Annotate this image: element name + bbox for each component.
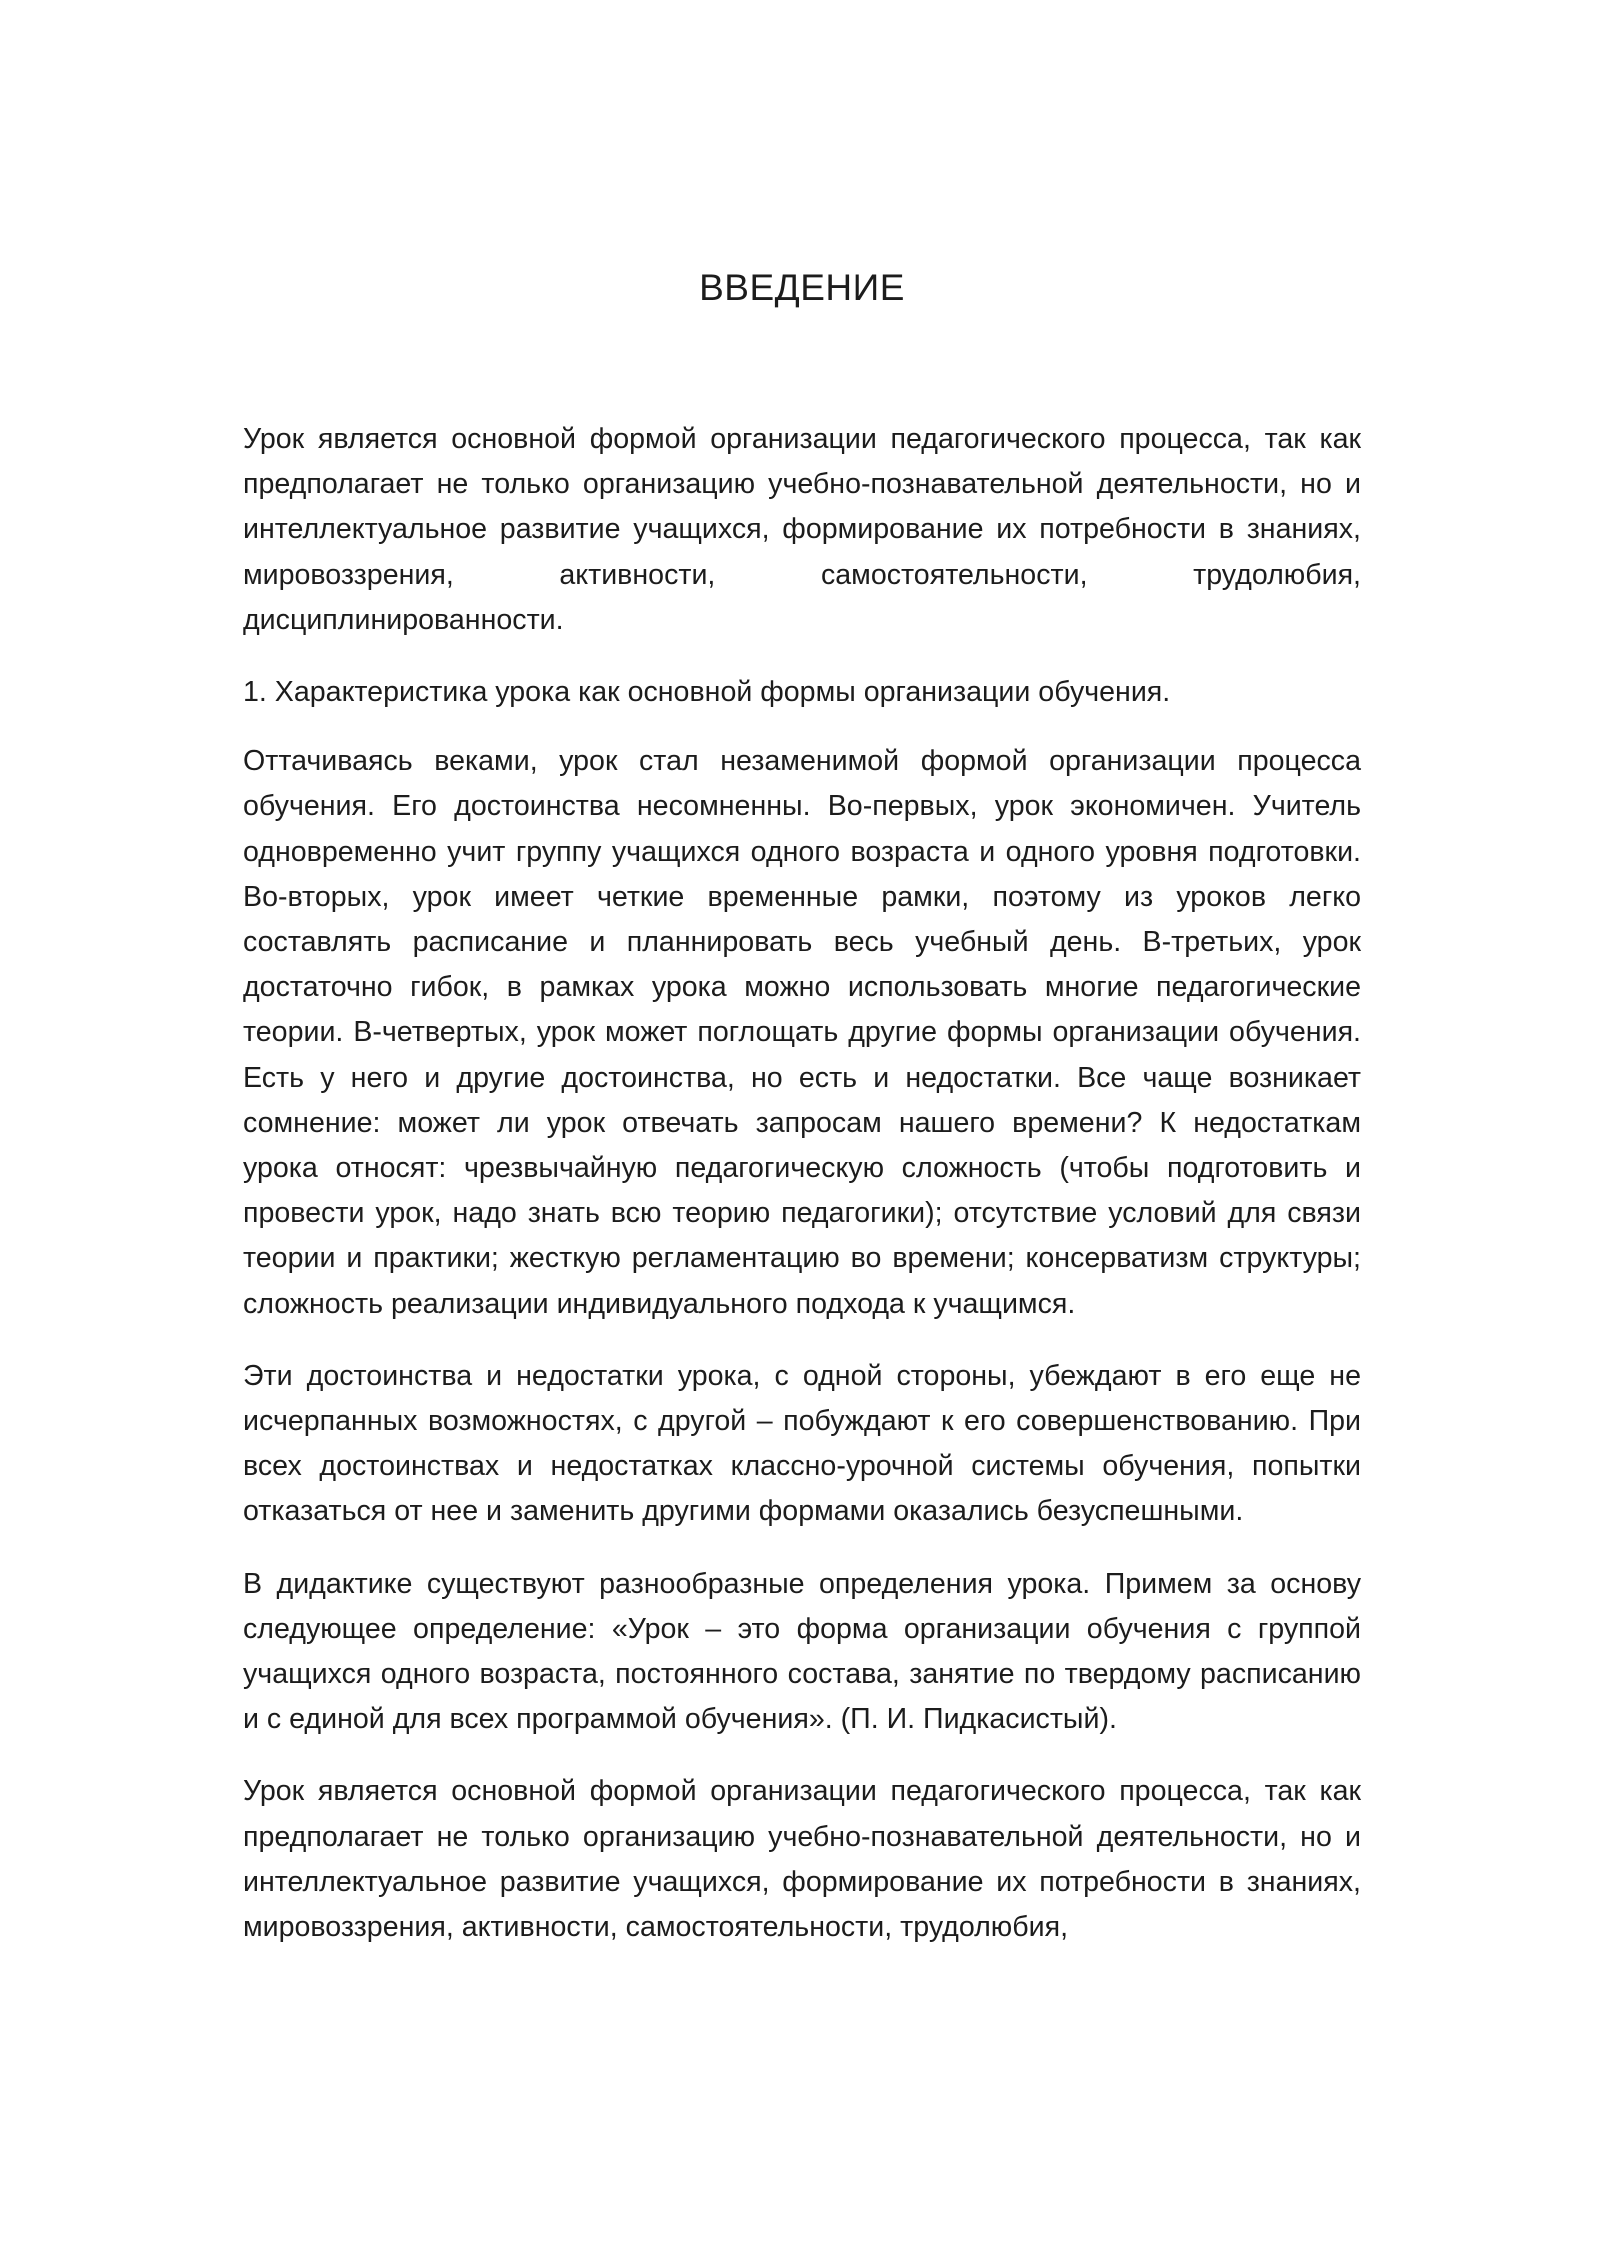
paragraph-lesson-merits: Оттачиваясь веками, урок стал незаменимой формой организации процесса обучения. Его достоинства несомненны. Во-первых, урок экономичен. Учитель одновременно учит группу учащихся одного возраста и одного уровня подготовки. Во-вторых, урок имеет четкие временные рамки, поэтому из уроков легко составлять расписание и планнировать весь учебный день. В-третьих, урок достаточно гибок, в рамках урока можно использовать многие педагогические теории. В-четвертых, урок может поглощать другие формы организации обучения. Есть у него и другие достоинства, но есть и недостатки. Все чаще возникает сомнение: может ли урок отвечать запросам нашего времени? К недостаткам урока относят: чрезвычайную педагогическую сложность (чтобы подготовить и провести урок, надо знать всю теорию педагогики); отсутствие условий для связи теории и практики; жесткую регламентацию во времени; консерватизм структуры; сложность реализации индивидуального подхода к учащимся.: [243, 745, 1361, 1320]
page-title: ВВЕДЕНИЕ: [699, 267, 905, 308]
paragraph-repeat-intro: Урок является основной формой организации педагогического процесса, так как предполагает не только организацию учебно-познавательной деятельности, но и интеллектуальное развитие учащихся, формирование их потребности в знаниях, мировоззрения, активности, самостоятельности, трудолюбия,: [243, 1775, 1361, 1944]
paragraph-definition: В дидактике существуют разнообразные определения урока. Примем за основу следующее определение: «Урок – это форма организации обучения с группой учащихся одного возраста, постоянного состава, занятие по твердому расписанию и с единой для всех программой обучения». (П. И. Пидкасистый).: [243, 1567, 1361, 1736]
document-body: [243, 417, 1361, 1977]
paragraph-merits-drawbacks: Эти достоинства и недостатки урока, с одной стороны, убеждают в его еще не исчерпанных возможностях, с другой – побуждают к его совершенствованию. При всех достоинствах и недостатках классно-урочной системы обучения, попытки отказаться от нее и заменить другими формами оказались безуспешными.: [243, 1359, 1361, 1528]
section-heading: 1. Характеристика урока как основной формы организации обучения.: [243, 676, 1171, 709]
paragraph-intro: Урок является основной формой организации педагогического процесса, так как предполагает не только организацию учебно-познавательной деятельности, но и интеллектуальное развитие учащихся, формирование их потребности в знаниях, мировоззрения, активности, самостоятельности, трудолюбия, дисциплинированности.: [243, 423, 1361, 636]
